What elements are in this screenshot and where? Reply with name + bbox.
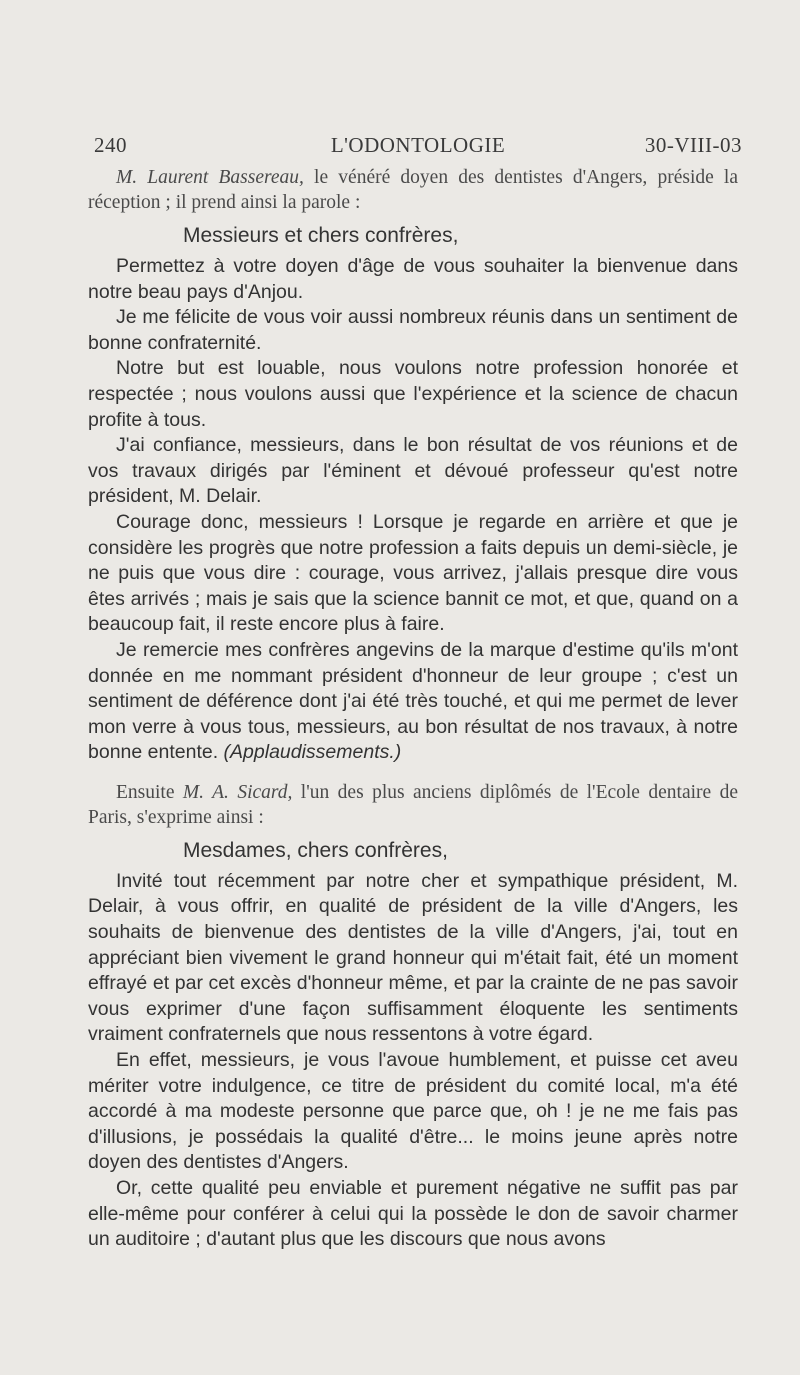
speech-paragraph: Courage donc, messieurs ! Lorsque je regarde en arrière et que je considère les progrès que notre profession a faits depuis un demi-siècle, je ne puis que vous dire : courage, vous arrivez, j'allais presque dire vous êtes arrivés ; mais je sais que la science bannit ce mot, et que, quand on a beaucoup fait, il reste encore plus à faire. (88, 510, 738, 636)
page-number: 240 (94, 133, 127, 157)
speaker-name: M. Laurent Bassereau, (116, 167, 304, 188)
intro-paragraph-2: Ensuite M. A. Sicard, l'un des plus anciens diplômés de l'Ecole dentaire de Paris, s'exprime ainsi : (88, 781, 738, 828)
applause-note: (Applaudissements.) (223, 741, 402, 764)
speech-paragraph: Permettez à votre doyen d'âge de vous souhaiter la bienvenue dans notre beau pays d'Anjou. (88, 255, 738, 303)
speech-paragraph: J'ai confiance, messieurs, dans le bon résultat de vos réunions et de vos travaux dirigés par l'éminent et dévoué professeur qu'est notre président, M. Delair. (88, 434, 738, 508)
speaker-name: M. A. Sicard, (182, 781, 293, 803)
salutation-1: Messieurs et chers confrères, (183, 224, 459, 247)
speech-paragraph: Je remercie mes confrères angevins de la marque d'estime qu'ils m'ont donnée en me nommant président d'honneur de leur groupe ; c'est un sentiment de déférence dont j'ai été très touché, et qui me permet de lever mon verre à vous tous, messieurs, au bon résultat de nos travaux, à notre bonne entente. (Applaudissements.) (88, 638, 738, 764)
running-header (94, 133, 742, 163)
speech-paragraph: En effet, messieurs, je vous l'avoue humblement, et puisse cet aveu mériter votre indulgence, ce titre de président du comité local, m'a été accordé à ma modeste personne que parce que, oh ! je ne me fais pas d'illusions, je possédais la qualité d'être... le moins jeune après notre doyen des dentistes d'Angers. (88, 1049, 738, 1174)
journal-title: L'ODONTOLOGIE (330, 133, 506, 157)
intro-paragraph-1: M. Laurent Bassereau, le vénéré doyen des dentistes d'Angers, préside la réception ; il prend ainsi la parole : (88, 167, 739, 213)
speech-paragraph: Je me félicite de vous voir aussi nombreux réunis dans un sentiment de bonne confraternité. (88, 306, 738, 354)
speech-paragraph: Notre but est louable, nous voulons notre profession honorée et respectée ; nous voulons aussi que l'expérience et la science de chacun profite à tous. (88, 357, 738, 431)
page-body (88, 165, 738, 1253)
issue-date: 30-VIII-03 (644, 133, 742, 157)
salutation-2: Mesdames, chers confrères, (183, 838, 448, 862)
speech-paragraph: Invité tout récemment par notre cher et sympathique président, M. Delair, à vous offrir, en qualité de président de la ville d'Angers, les souhaits de bienvenue des dentistes de la ville d'Angers, j'ai, tout en appréciant bien vivement le grand honneur qui m'était fait, été un moment effrayé et par cet excès d'honneur même, et par la crainte de ne pas savoir vous exprimer d'une façon suffisamment éloquente les sentiments vraiment confraternels que nous ressentons à votre égard. (88, 869, 738, 1046)
speech-paragraph: Or, cette qualité peu enviable et purement négative ne suffit pas par elle-même pour conférer à celui qui la possède le don de savoir charmer un auditoire ; d'autant plus que les discours que nous avons (88, 1177, 738, 1251)
